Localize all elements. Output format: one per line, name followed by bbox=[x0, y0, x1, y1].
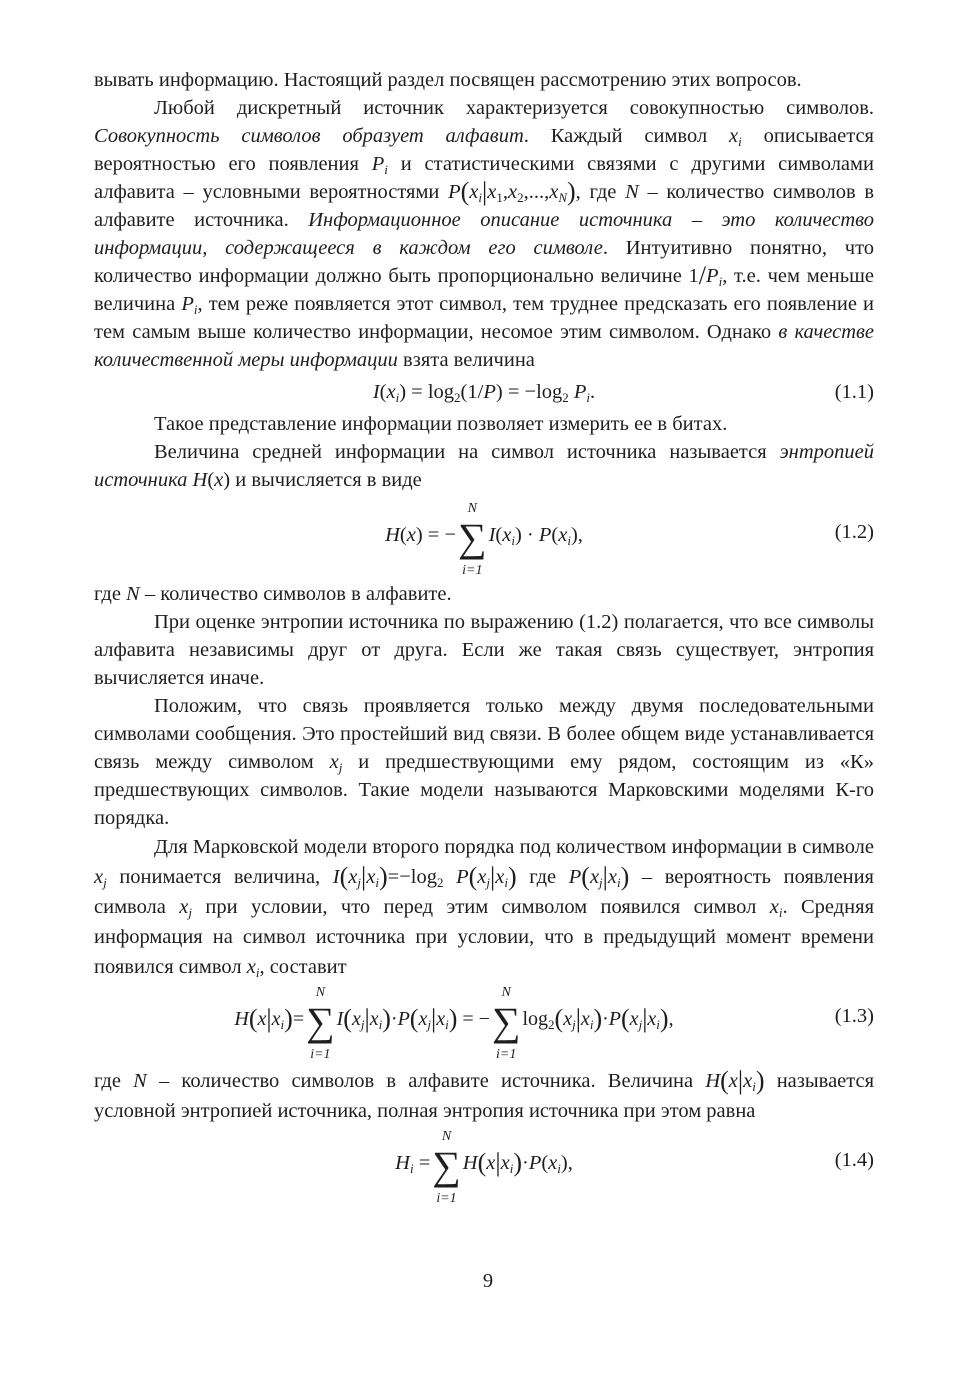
conditional-probability-formula: $P(x_i|x_1,x_2,...,x_N)$ bbox=[448, 177, 576, 206]
conditional-entropy-formula: $H(x|x_i)$ bbox=[705, 1066, 765, 1095]
page-number: 9 bbox=[482, 1270, 494, 1292]
equation-1-1: $I(x_i) = \log_2(1/P) = -\log_2$ $P_i$. (1.1) bbox=[94, 374, 874, 410]
paragraph-4: Величина средней информации на символ источника называется энтропией источника H(x) и вычисляется в виде bbox=[94, 441, 874, 491]
equation-number: (1.1) bbox=[834, 381, 874, 403]
equation-1-4: $H_i$ =∑ N i=1 $H(x|x_i)\cdot P(x_i)$, (1.4) bbox=[395, 1129, 874, 1206]
equation-number: (1.4) bbox=[834, 1149, 874, 1171]
summation-sign: ∑ N i=1 bbox=[306, 985, 335, 1062]
paragraph-7: Положим, что связь проявляется только между двумя последовательными символами сообщения. Это простейший вид связи. В более общем виде устанавливается связь между символом $x_j$ и предшествующими ему рядом, состоящим из «К» предшествующих символов. Такие модели называются Марковскими моделями К-го порядка. bbox=[94, 695, 874, 829]
summation-sign: ∑ N i=1 bbox=[491, 985, 521, 1062]
paragraph-3: Такое представление информации позволяет измерить ее в битах. bbox=[154, 413, 728, 435]
equation-number: (1.2) bbox=[834, 521, 874, 543]
paragraph-1: вывать информацию. Настоящий раздел посвящен рассмотрению этих вопросов. bbox=[94, 69, 802, 91]
equation-number: (1.3) bbox=[834, 1005, 874, 1027]
equation-1-2: H(x) = −∑ N i=1 $I(x_i) \cdot P(x_i)$, (1.2) bbox=[385, 501, 874, 578]
paragraph-5: где N – количество символов в алфавите. bbox=[94, 583, 452, 605]
equation-1-3: $H(x|x_i)=\sum$ N i=1 $I(x_j|x_i)\cdot P(x_j|x_i)$ = −∑ N i=1 $\log_2(x_j|x_i)\cdot P(x_j|x_i)$, (1.3) bbox=[234, 985, 874, 1062]
page-content bbox=[94, 66, 874, 1206]
paragraph-2: Любой дискретный источник характеризуется совокупностью символов. Совокупность символов образует алфавит. Каждый символ $x_i$ описывается вероятностью его появления $P_i$ и статистическими связями с другими символами алфавита – условными вероятностями $P(x_i|x_1,x_2,...,x_N)$, где N – количество символов в алфавите источника. Информационное описание источника – это количество информации, содержащееся в каждом его символе. Интуитивно понятно, что количество информации должно быть пропорционально величине $1/P_i$, т.е. чем меньше величина $P_i$, тем реже появляется этот символ, тем труднее предсказать его появление и тем самым выше количество информации, несомое этим символом. Однако в качестве количественной меры информации взята величина bbox=[94, 97, 875, 371]
paragraph-9: где N – количество символов в алфавите источника. Величина $H(x|x_i)$ называется условной энтропией источника, полная энтропия источника при этом равна bbox=[94, 1066, 874, 1122]
markov-information-formula: $I(x_j|x_i)=-\log_2$ $P(x_j|x_i)$ bbox=[332, 862, 517, 891]
transition-probability-formula: $P(x_j|x_i)$ bbox=[568, 862, 630, 891]
paragraph-8: Для Марковской модели второго порядка под количеством информации в символе $x_j$ понимается величина, $I(x_j|x_i)=-\log_2$ $P(x_j|x_i)$ где $P(x_j|x_i)$ – вероятность появления символа $x_j$ при условии, что перед этим символом появился символ $x_i$. Средняя информация на символ источника при условии, что в предыдущий момент времени появился символ $x_i$, составит bbox=[94, 836, 874, 980]
summation-sign: ∑ N i=1 bbox=[458, 501, 487, 578]
paragraph-6: При оценке энтропии источника по выражению (1.2) полагается, что все символы алфавита независимы друг от друга. Если же такая связь существует, энтропия вычисляется иначе. bbox=[94, 611, 874, 689]
summation-sign: ∑ N i=1 bbox=[432, 1129, 461, 1206]
